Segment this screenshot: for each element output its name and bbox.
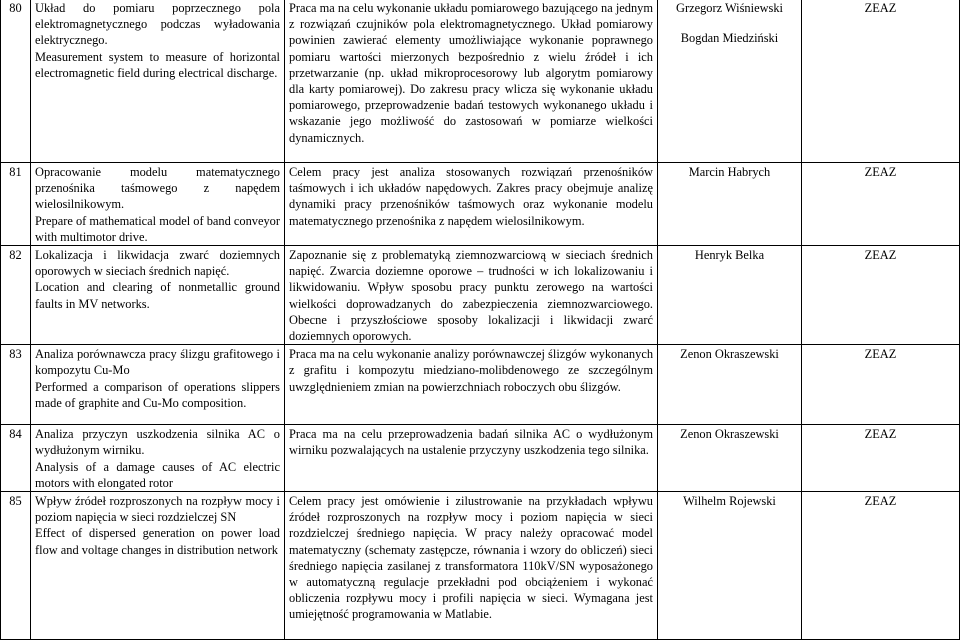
department-code: ZEAZ: [802, 163, 960, 246]
table-row: [1, 246, 960, 345]
supervisor-name: Wilhelm Rojewski: [683, 494, 776, 509]
supervisor-name: Grzegorz Wiśniewski: [676, 1, 783, 15]
department-code: ZEAZ: [802, 345, 960, 425]
table-row: [1, 0, 960, 163]
supervisor-name: Marcin Habrych: [688, 165, 771, 179]
row-number: 82: [1, 246, 31, 345]
topic-polish: Wpływ źródeł rozproszonych na rozpływ mocy i poziom napięcia w sieci rozdzielczej SN: [35, 494, 280, 525]
topic-english: Measurement system to measure of horizontal electromagnetic field during electrical discharge.: [35, 49, 280, 80]
topic-cell: [31, 163, 285, 246]
supervisor-cell: [658, 0, 802, 163]
department-code: ZEAZ: [802, 246, 960, 345]
row-number: 85: [1, 492, 31, 640]
supervisor-name: Zenon Okraszewski: [680, 427, 779, 442]
topic-english: Prepare of mathematical model of band conveyor with multimotor drive.: [35, 213, 280, 244]
description-cell: Praca ma na celu przeprowadzenia badań silnika AC o wydłużonym wirniku pozwalających na ustalenie przyczyny uszkodzenia tego silnika.: [285, 425, 658, 492]
supervisor-cell: [658, 163, 802, 246]
table-row: [1, 492, 960, 640]
table-row: [1, 345, 960, 425]
topic-polish: Układ do pomiaru poprzecznego pola elektromagnetycznego podczas wyładowania elektrycznego.: [35, 1, 280, 48]
topic-cell: [31, 425, 285, 492]
department-code: ZEAZ: [802, 425, 960, 492]
topic-polish: Opracowanie modelu matematycznego przenośnika taśmowego z napędem wielosilnikowym.: [35, 165, 280, 212]
topic-cell: [31, 492, 285, 640]
row-number: 80: [1, 0, 31, 163]
supervisor-cell: [658, 246, 802, 345]
table-row: [1, 425, 960, 492]
description-cell: Celem pracy jest analiza stosowanych rozwiązań przenośników taśmowych i ich układów napędowych. Zakres pracy obejmuje analizę dynamiki pracy przenośników taśmowych oraz wykonanie modelu matematycznego przenośnika z napędem wielosilnikowym.: [285, 163, 658, 246]
department-code: ZEAZ: [802, 492, 960, 640]
supervisor-name: Henryk Belka: [694, 248, 765, 263]
supervisor-cell: [658, 345, 802, 425]
topic-cell: [31, 246, 285, 345]
topic-polish: Lokalizacja i likwidacja zwarć doziemnych oporowych w sieciach średnich napięć.: [35, 248, 280, 279]
topic-english: Analysis of a damage causes of AC electric motors with elongated rotor: [35, 459, 280, 490]
topic-english: Effect of dispersed generation on power load flow and voltage changes in distribution network: [35, 526, 280, 557]
row-number: 84: [1, 425, 31, 492]
topic-polish: Analiza porównawcza pracy ślizgu grafitowego i kompozytu Cu-Mo: [35, 347, 280, 378]
row-number: 81: [1, 163, 31, 246]
row-number: 83: [1, 345, 31, 425]
topic-cell: [31, 0, 285, 163]
topic-polish: Analiza przyczyn uszkodzenia silnika AC o wydłużonym wirniku.: [35, 427, 280, 458]
supervisor-cell: [658, 492, 802, 640]
table-row: [1, 163, 960, 246]
topic-cell: [31, 345, 285, 425]
department-code: ZEAZ: [802, 0, 960, 163]
supervisor-cell: [658, 425, 802, 492]
topic-english: Performed a comparison of operations slippers made of graphite and Cu-Mo composition.: [35, 379, 280, 410]
supervisor-name: Zenon Okraszewski: [680, 347, 779, 362]
description-cell: Celem pracy jest omówienie i zilustrowanie na przykładach wpływu źródeł rozproszonych na rozpływ mocy i poziom napięcia w sieci rozdzielczej średniego napięcia. W pracy należy opracować model matematyczny (schematy zastępcze, równania i wzory do obliczeń) sieci średniego napięcia zasilanej z transformatora 110kV/SN wyposażonego w automatyczną regulacje przekładni pod obciążeniem i wykonać obliczenia rozpływu mocy i profili napięcia w sieci. Wymagana jest umiejętność programowania w Matlabie.: [285, 492, 658, 640]
description-cell: Praca ma na celu wykonanie analizy porównawczej ślizgów wykonanych z grafitu i kompozytu miedziano-molibdenowego ze szczególnym uwzględnieniem zmian na powierzchniach roboczych obu ślizgów.: [285, 345, 658, 425]
description-cell: Praca ma na celu wykonanie układu pomiarowego bazującego na jednym z rozwiązań czujników pola elektromagnetycznego. Układ pomiarowy powinien zawierać elementy umożliwiające wykonanie poprawnego pomiaru wartości mierzonych bezpośrednio z wielu źródeł i ich przetwarzanie (np. układ mikroprocesorowy lub algorytm pomiarowy dla karty pomiarowej). Do zakresu pracy wlicza się wykonanie układu pomiarowego, przeprowadzenie badań testowych wykonanego układu i wskazanie jego możliwość do zastosowań w pomiarze wielkości dynamicznych.: [285, 0, 658, 163]
topic-english: Location and clearing of nonmetallic ground faults in MV networks.: [35, 280, 280, 311]
supervisor-name: Bogdan Miedziński: [680, 31, 779, 46]
description-cell: Zapoznanie się z problematyką ziemnozwarciową w sieciach średnich napięć. Zwarcia doziemne oporowe – trudności w ich lokalizowaniu i likwidowaniu. Wpływ sposobu pracy punktu zerowego na wartości wielkości doprowadzanych do zabezpieczenia ziemnozwarciowego. Obecne i przyszłościowe sposoby lokalizacji i likwidacji zwarć doziemnych oporowych.: [285, 246, 658, 345]
